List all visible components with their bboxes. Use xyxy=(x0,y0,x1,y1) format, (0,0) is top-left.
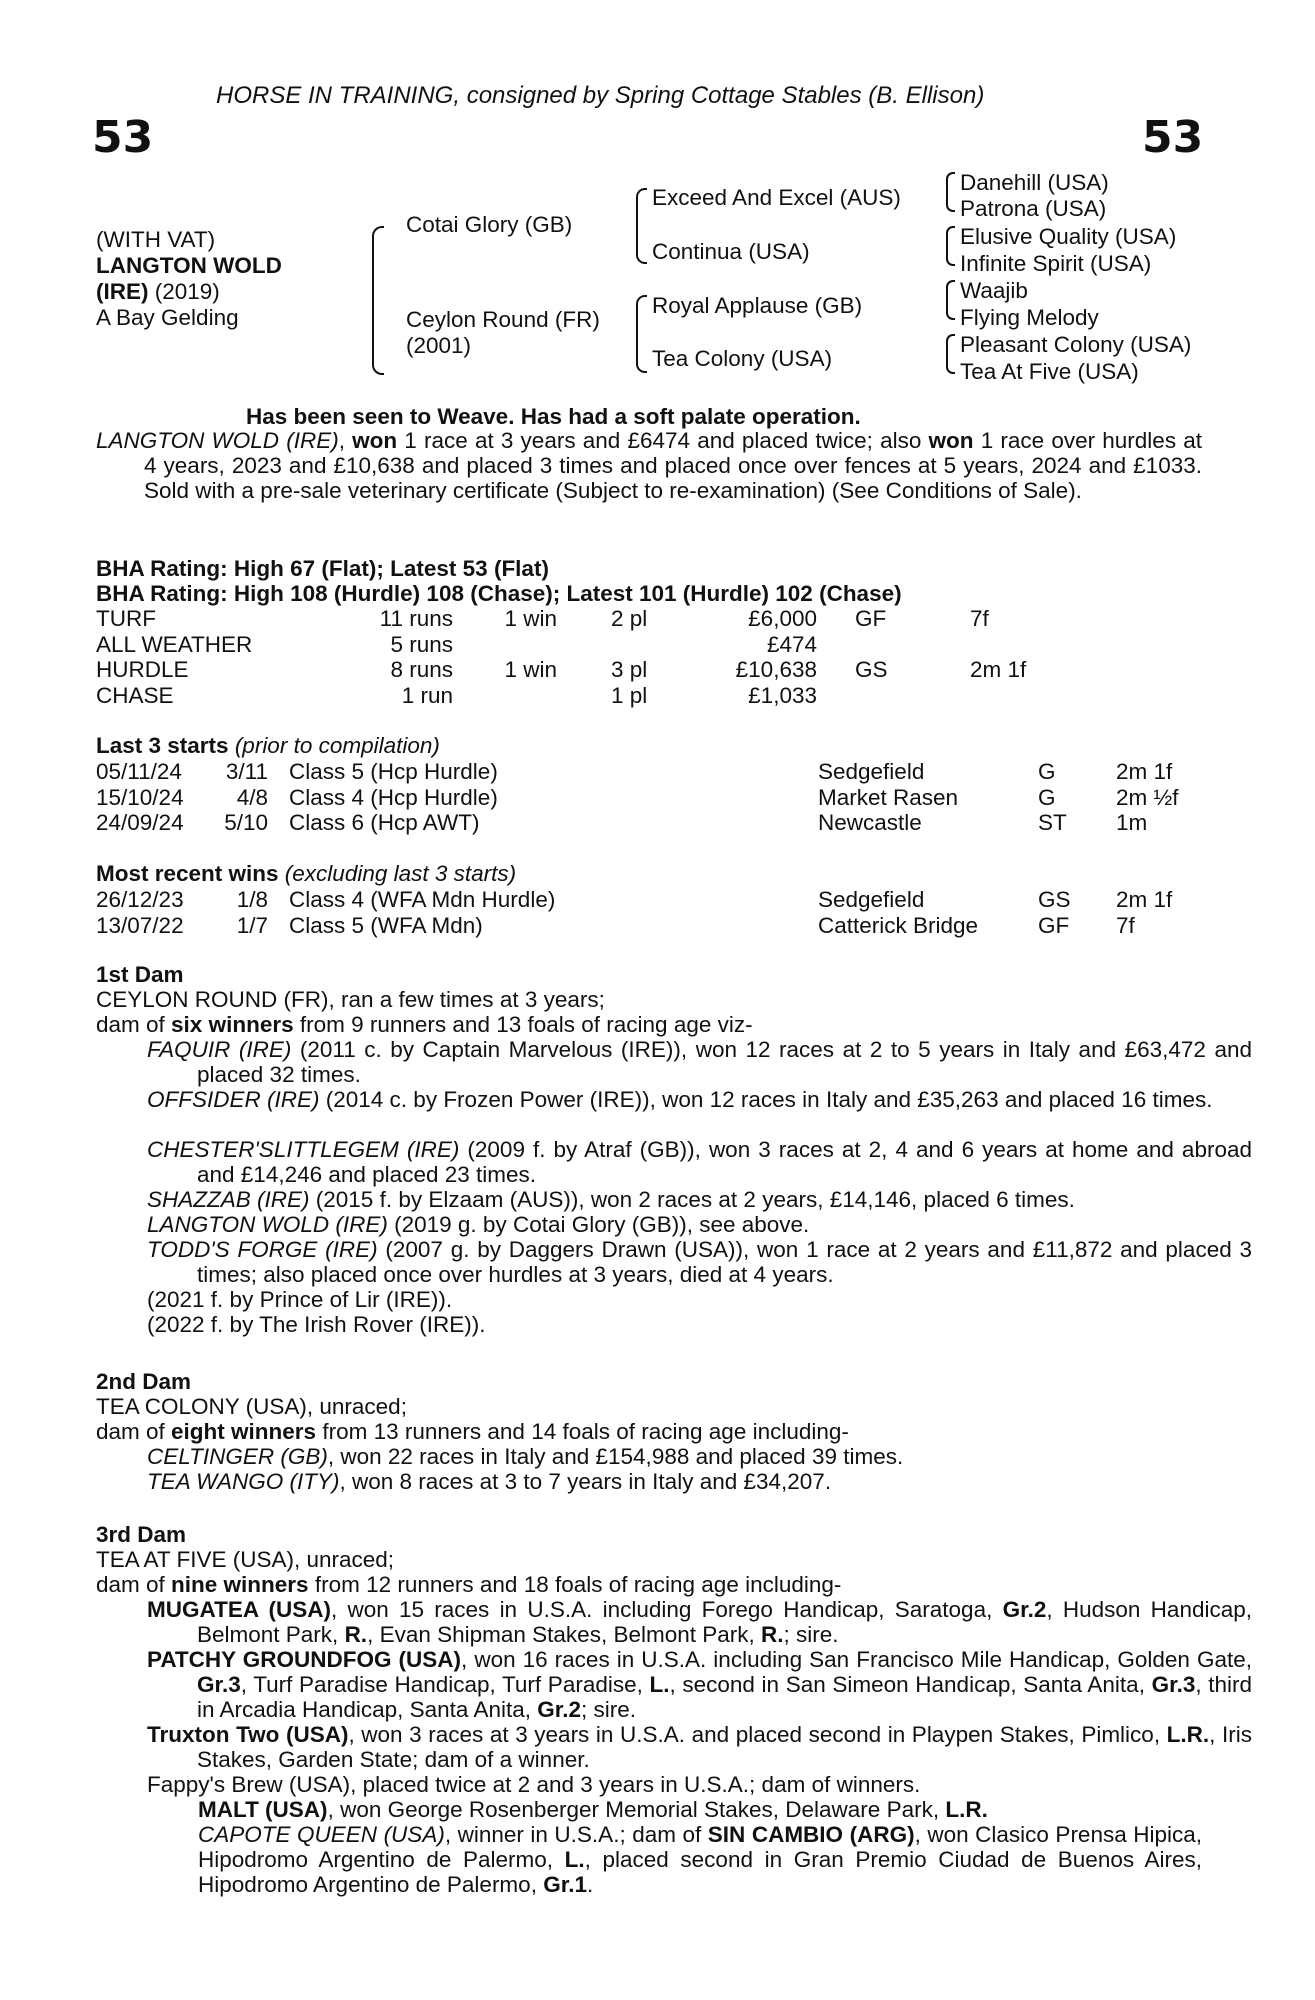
page-header: HORSE IN TRAINING, consigned by Spring Cottage Stables (B. Ellison) xyxy=(216,82,985,109)
text: from 12 runners and 18 foals of racing age including- xyxy=(308,1572,842,1597)
horse-origin-year xyxy=(96,279,220,304)
race-class: Class 4 (WFA Mdn Hurdle) xyxy=(289,887,556,912)
record-type: ALL WEATHER xyxy=(96,631,253,657)
text: , Iris Stakes, Garden State; dam of a winner. xyxy=(197,1722,1252,1772)
pedigree-sdd: Infinite Spirit (USA) xyxy=(960,251,1152,276)
produce-entry xyxy=(147,1237,1252,1287)
record-wins: 1 win xyxy=(504,657,557,682)
pedigree-dam-year: (2001) xyxy=(406,333,472,358)
pedigree-ddd: Tea At Five (USA) xyxy=(960,359,1139,384)
race-date: 24/09/24 xyxy=(96,810,184,835)
record-runs: 1 run xyxy=(401,682,453,708)
pedigree-dss: Waajib xyxy=(960,278,1028,303)
pedigree-brace xyxy=(372,226,384,375)
race-position: 4/8 xyxy=(236,784,268,810)
heading-text: Last 3 starts xyxy=(96,733,229,758)
horse-year: (2019) xyxy=(148,279,220,304)
record-placed: 1 pl xyxy=(611,682,648,708)
record-type: HURDLE xyxy=(96,657,189,682)
race-summary-paragraph xyxy=(96,428,1202,503)
produce-details: , won 8 races at 3 to 7 years in Italy and £34,207. xyxy=(339,1469,832,1494)
text: ; sire. xyxy=(581,1697,637,1722)
record-prize-money: £6,000 xyxy=(748,606,817,631)
race-grade: R. xyxy=(761,1622,784,1647)
horse-country: (IRE) xyxy=(96,279,149,304)
race-course: Catterick Bridge xyxy=(818,912,979,938)
pedigree-sire: Cotai Glory (GB) xyxy=(406,212,573,237)
first-dam-heading: 1st Dam xyxy=(96,962,184,987)
produce-entry xyxy=(147,1444,903,1469)
race-distance: 2m 1f xyxy=(1116,887,1173,912)
text: , xyxy=(338,428,353,453)
pedigree-dam-dam: Tea Colony (USA) xyxy=(652,346,833,371)
horse-name-inline: LANGTON WOLD (IRE) xyxy=(96,428,339,453)
third-dam-produce-line xyxy=(96,1572,841,1597)
produce-details: (2011 c. by Captain Marvelous (IRE)), won 12 races at 2 to 5 years in Italy and £63,472 and placed 32 times. xyxy=(197,1037,1252,1087)
race-class: Class 6 (Hcp AWT) xyxy=(289,810,480,835)
race-class: Class 4 (Hcp Hurdle) xyxy=(289,784,498,810)
race-date: 15/10/24 xyxy=(96,784,184,810)
record-distance: 7f xyxy=(970,606,989,631)
bha-rating-jumps: BHA Rating: High 108 (Hurdle) 108 (Chase); Latest 101 (Hurdle) 102 (Chase) xyxy=(96,581,902,606)
pedigree-brace xyxy=(946,172,955,212)
produce-details: , won 22 races in Italy and £154,988 and placed 39 times. xyxy=(327,1444,904,1469)
produce-name: PATCHY GROUNDFOG (USA) xyxy=(147,1647,462,1672)
pedigree-dds: Pleasant Colony (USA) xyxy=(960,332,1192,357)
race-grade: Gr.2 xyxy=(537,1697,582,1722)
horse-name: LANGTON WOLD xyxy=(96,253,282,278)
race-class: Class 5 (Hcp Hurdle) xyxy=(289,759,498,784)
produce-name: MALT (USA) xyxy=(198,1797,328,1822)
produce-entry xyxy=(147,1087,1252,1112)
race-distance: 1m xyxy=(1116,810,1148,835)
heading-text: Most recent wins xyxy=(96,861,279,886)
record-runs: 8 runs xyxy=(390,657,453,682)
pedigree-brace xyxy=(636,188,647,264)
produce-name: OFFSIDER (IRE) xyxy=(147,1087,320,1112)
text: from 13 runners and 14 foals of racing age including- xyxy=(316,1419,849,1444)
pedigree-sds: Elusive Quality (USA) xyxy=(960,224,1177,249)
race-going: GF xyxy=(1038,912,1070,938)
record-type: CHASE xyxy=(96,682,174,708)
race-distance: 7f xyxy=(1116,912,1135,938)
winners-count: six winners xyxy=(171,1012,294,1037)
produce-name: CHESTER'SLITTLEGEM (IRE) xyxy=(147,1137,460,1162)
race-class: Class 5 (WFA Mdn) xyxy=(289,912,483,938)
first-dam-produce-line xyxy=(96,1012,753,1037)
pedigree-dam-sire: Royal Applause (GB) xyxy=(652,293,863,318)
record-distance: 2m 1f xyxy=(970,657,1027,682)
produce-name: FAQUIR (IRE) xyxy=(147,1037,292,1062)
race-course: Market Rasen xyxy=(818,784,959,810)
text: . xyxy=(586,1872,594,1897)
race-grade: L. xyxy=(564,1847,585,1872)
bha-rating-flat: BHA Rating: High 67 (Flat); Latest 53 (Flat) xyxy=(96,556,549,581)
text: , Turf Paradise Handicap, Turf Paradise, xyxy=(240,1672,650,1697)
text: from 9 runners and 13 foals of racing age viz- xyxy=(293,1012,753,1037)
produce-name: LANGTON WOLD (IRE) xyxy=(147,1212,388,1237)
third-dam-heading: 3rd Dam xyxy=(96,1522,187,1547)
race-position: 3/11 xyxy=(225,759,268,784)
race-date: 26/12/23 xyxy=(96,887,184,912)
record-type: TURF xyxy=(96,606,156,631)
horse-description: A Bay Gelding xyxy=(96,305,239,330)
winners-count: eight winners xyxy=(171,1419,317,1444)
race-grade: L.R. xyxy=(945,1797,988,1822)
record-wins: 1 win xyxy=(504,606,557,631)
text: , won Clasico Prensa Hipica, Hipodromo Argentino de Palermo, xyxy=(198,1822,1203,1872)
produce-name: CAPOTE QUEEN (USA) xyxy=(198,1822,445,1847)
record-prize-money: £474 xyxy=(766,631,817,657)
text: , third in Arcadia Handicap, Santa Anita, xyxy=(197,1672,1253,1722)
text: , won 16 races in U.S.A. including San Francisco Mile Handicap, Golden Gate, xyxy=(461,1647,1252,1672)
text: , won 3 races at 3 years in U.S.A. and placed second in Playpen Stakes, Pimlico, xyxy=(348,1722,1167,1747)
text: dam of xyxy=(96,1419,172,1444)
produce-details: (2014 c. by Frozen Power (IRE)), won 12 races in Italy and £35,263 and placed 16 times. xyxy=(319,1087,1213,1112)
produce-details: (2007 g. by Daggers Drawn (USA)), won 1 race at 2 years and £11,872 and placed 3 times; also placed once over hurdles at 3 years, died at 4 years. xyxy=(197,1237,1252,1287)
race-going: ST xyxy=(1038,810,1067,835)
produce-entry xyxy=(198,1797,988,1822)
pedigree-sss: Danehill (USA) xyxy=(960,170,1109,195)
produce-entry xyxy=(147,1137,1252,1187)
text: , second in San Simeon Handicap, Santa Anita, xyxy=(669,1672,1152,1697)
record-going: GS xyxy=(855,657,888,682)
first-dam-line: CEYLON ROUND (FR), ran a few times at 3 years; xyxy=(96,987,605,1012)
record-runs: 11 runs xyxy=(379,606,453,631)
record-prize-money: £1,033 xyxy=(748,682,817,708)
winners-count: nine winners xyxy=(171,1572,309,1597)
produce-name: CELTINGER (GB) xyxy=(147,1444,328,1469)
won-label: won xyxy=(928,428,974,453)
pedigree-brace xyxy=(946,280,955,320)
race-grade: R. xyxy=(344,1622,368,1647)
race-grade: L. xyxy=(649,1672,670,1697)
pedigree-brace xyxy=(636,295,647,373)
text: , Evan Shipman Stakes, Belmont Park, xyxy=(367,1622,761,1647)
race-position: 1/8 xyxy=(236,887,268,912)
pedigree-dam: Ceylon Round (FR) xyxy=(406,307,600,332)
produce-entry: (2022 f. by The Irish Rover (IRE)). xyxy=(147,1312,486,1337)
produce-name: SHAZZAB (IRE) xyxy=(147,1187,310,1212)
produce-name: TODD'S FORGE (IRE) xyxy=(147,1237,378,1262)
produce-name: MUGATEA (USA) xyxy=(147,1597,331,1622)
text: dam of xyxy=(96,1572,172,1597)
race-going: G xyxy=(1038,784,1056,810)
second-dam-heading: 2nd Dam xyxy=(96,1369,192,1394)
record-prize-money: £10,638 xyxy=(735,657,817,682)
pedigree-brace xyxy=(946,226,955,266)
produce-entry xyxy=(147,1212,809,1237)
record-placed: 3 pl xyxy=(611,657,648,682)
heading-sub: (prior to compilation) xyxy=(228,733,440,758)
pedigree-sire-dam: Continua (USA) xyxy=(652,239,810,264)
produce-name: Truxton Two (USA) xyxy=(147,1722,349,1747)
second-dam-produce-line xyxy=(96,1419,849,1444)
text: , won 15 races in U.S.A. including Forego Handicap, Saratoga, xyxy=(330,1597,1003,1622)
text: ; sire. xyxy=(783,1622,839,1647)
pedigree-dsd: Flying Melody xyxy=(960,305,1099,330)
produce-name: SIN CAMBIO (ARG) xyxy=(707,1822,915,1847)
produce-entry xyxy=(147,1722,1252,1772)
produce-entry xyxy=(147,1647,1252,1722)
race-going: G xyxy=(1038,759,1056,784)
produce-entry: Fappy's Brew (USA), placed twice at 2 and 3 years in U.S.A.; dam of winners. xyxy=(147,1772,921,1797)
last-3-starts-heading xyxy=(96,733,440,758)
race-grade: L.R. xyxy=(1166,1722,1210,1747)
race-course: Sedgefield xyxy=(818,759,925,784)
produce-details: (2019 g. by Cotai Glory (GB)), see above. xyxy=(387,1212,810,1237)
heading-sub: (excluding last 3 starts) xyxy=(278,861,517,886)
third-dam-line: TEA AT FIVE (USA), unraced; xyxy=(96,1547,395,1572)
produce-details: (2009 f. by Atraf (GB)), won 3 races at 2, 4 and 6 years at home and abroad and £14,246 and placed 23 times. xyxy=(197,1137,1252,1187)
text: 1 race over hurdles at 4 years, 2023 and £10,638 and placed 3 times and placed once over fences at 5 years, 2024 and £1033. Sold with a pre-sale veterinary certificate (Subject to re-examination) (See Conditions of Sale). xyxy=(144,428,1203,503)
race-going: GS xyxy=(1038,887,1071,912)
race-course: Newcastle xyxy=(818,810,922,835)
second-dam-line: TEA COLONY (USA), unraced; xyxy=(96,1394,407,1419)
text: , winner in U.S.A.; dam of xyxy=(444,1822,708,1847)
text: , placed second in Gran Premio Ciudad de Buenos Aires, Hipodromo Argentino de Palermo, xyxy=(198,1847,1202,1897)
pedigree-ssd: Patrona (USA) xyxy=(960,196,1107,221)
horse-notes-headline: Has been seen to Weave. Has had a soft palate operation. xyxy=(246,404,861,429)
race-distance: 2m 1f xyxy=(1116,759,1173,784)
race-grade: Gr.1 xyxy=(543,1872,587,1897)
produce-entry xyxy=(198,1822,1202,1897)
race-grade: Gr.2 xyxy=(1002,1597,1047,1622)
lot-number-right: 53 xyxy=(1142,112,1204,163)
recent-wins-heading xyxy=(96,861,516,886)
race-grade: Gr.3 xyxy=(1151,1672,1196,1697)
race-date: 05/11/24 xyxy=(96,759,182,784)
race-grade: Gr.3 xyxy=(197,1672,241,1697)
produce-entry: (2021 f. by Prince of Lir (IRE)). xyxy=(147,1287,453,1312)
produce-entry xyxy=(147,1037,1252,1087)
produce-entry xyxy=(147,1187,1075,1212)
produce-entry xyxy=(147,1469,831,1494)
text: , Hudson Handicap, Belmont Park, xyxy=(197,1597,1252,1647)
produce-entry xyxy=(147,1597,1252,1647)
race-position: 1/7 xyxy=(236,912,268,938)
race-course: Sedgefield xyxy=(818,887,925,912)
text: , won George Rosenberger Memorial Stakes, Delaware Park, xyxy=(327,1797,946,1822)
produce-details: (2015 f. by Elzaam (AUS)), won 2 races at 2 years, £14,146, placed 6 times. xyxy=(309,1187,1075,1212)
race-position: 5/10 xyxy=(224,810,268,835)
pedigree-brace xyxy=(946,334,955,374)
record-placed: 2 pl xyxy=(611,606,648,631)
race-date: 13/07/22 xyxy=(96,912,184,938)
text: 1 race at 3 years and £6474 and placed twice; also xyxy=(397,428,929,453)
record-runs: 5 runs xyxy=(390,631,453,657)
won-label: won xyxy=(352,428,398,453)
produce-name: TEA WANGO (ITY) xyxy=(147,1469,340,1494)
text: dam of xyxy=(96,1012,172,1037)
record-going: GF xyxy=(855,606,887,631)
lot-number-left: 53 xyxy=(92,112,154,163)
pedigree-sire-sire: Exceed And Excel (AUS) xyxy=(652,185,901,210)
vat-label: (WITH VAT) xyxy=(96,227,216,252)
race-distance: 2m ½f xyxy=(1116,784,1179,810)
